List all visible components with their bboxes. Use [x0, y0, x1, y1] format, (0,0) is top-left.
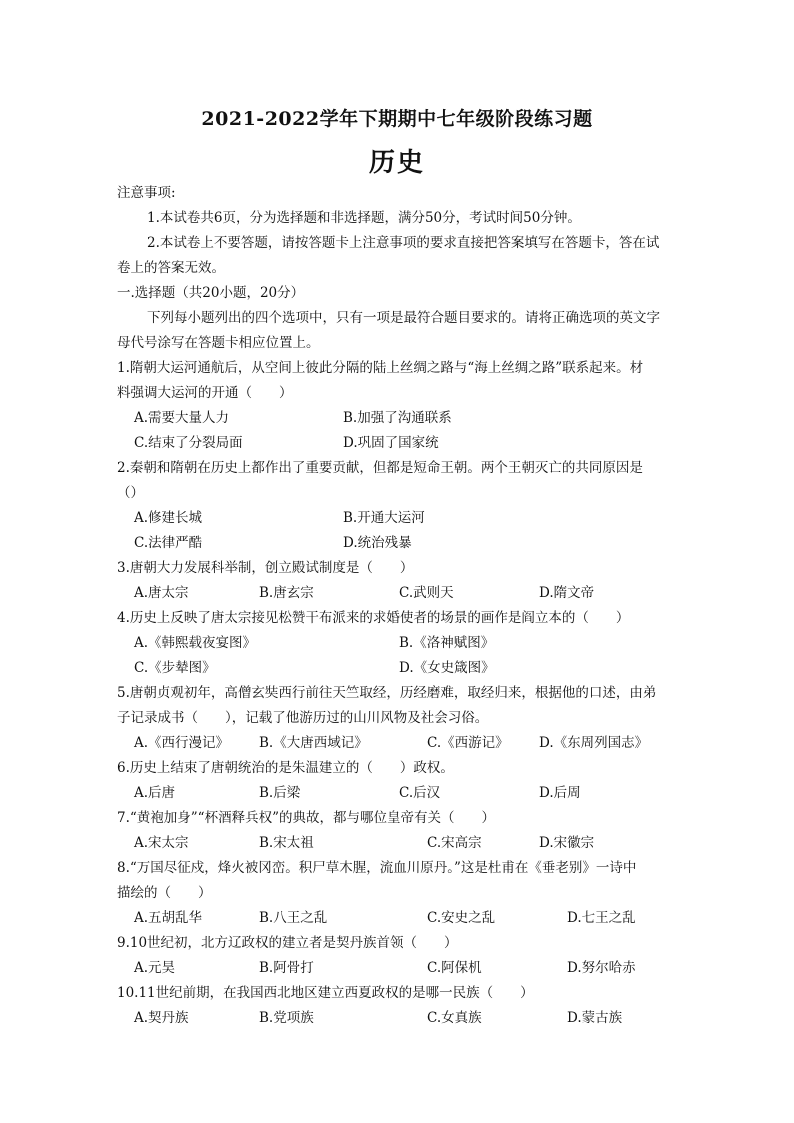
exam-title: 2021-2022学年下期期中七年级阶段练习题	[201, 108, 593, 130]
question-5-option-b: B.《大唐西域记》	[259, 735, 368, 751]
question-4-option-d: D.《女史箴图》	[399, 660, 495, 676]
question-5-line-1: 5.唐朝贞观初年，高僧玄奘西行前往天竺取经，历经磨难，取经归来，根据他的口述，由弟	[117, 685, 657, 701]
question-10-option-a: A.契丹族	[134, 1010, 189, 1026]
question-5-line-2: 子记录成书（ ），记载了他游历过的山川风物及社会习俗。	[117, 710, 489, 726]
question-2-option-b: B.开通大运河	[343, 510, 425, 526]
question-10-option-c: C.女真族	[427, 1010, 482, 1026]
question-1-option-c: C.结束了分裂局面	[134, 435, 243, 451]
question-2-option-a: A.修建长城	[134, 510, 203, 526]
question-8-option-b: B.八王之乱	[259, 910, 328, 926]
question-3-option-a: A.唐太宗	[134, 585, 189, 601]
question-5-option-c: C.《西游记》	[427, 735, 509, 751]
question-2-option-c: C.法律严酷	[134, 535, 203, 551]
question-5-option-d: D.《东周列国志》	[539, 735, 649, 751]
notes-item-1: 1.本试卷共6页，分为选择题和非选择题，满分50分，考试时间50分钟。	[147, 210, 581, 226]
question-7-option-a: A.宋太宗	[134, 835, 189, 851]
question-9-line-1: 9.10世纪初，北方辽政权的建立者是契丹族首领（ ）	[117, 935, 458, 951]
section-instruction-line-1: 下列每小题列出的四个选项中，只有一项是最符合题目要求的。请将正确选项的英文字	[147, 310, 660, 326]
question-4-option-a: A.《韩熙载夜宴图》	[134, 635, 257, 651]
question-8-option-c: C.安史之乱	[427, 910, 496, 926]
question-4-line-1: 4.历史上反映了唐太宗接见松赞干布派来的求婚使者的场景的画作是阎立本的（ ）	[117, 610, 630, 626]
question-8-line-2: 描绘的（ ）	[117, 885, 212, 901]
question-3-option-d: D.隋文帝	[539, 585, 595, 601]
question-10-option-d: D.蒙古族	[567, 1010, 623, 1026]
notes-item-2-line-1: 2.本试卷上不要答题，请按答题卡上注意事项的要求直接把答案填写在答题卡，答在试	[147, 235, 660, 251]
question-6-option-b: B.后梁	[259, 785, 301, 801]
question-4-option-b: B.《洛神赋图》	[399, 635, 495, 651]
question-7-option-b: B.宋太祖	[259, 835, 314, 851]
question-3-line-1: 3.唐朝大力发展科举制，创立殿试制度是（ ）	[117, 560, 414, 576]
subject-title: 历史	[368, 148, 425, 178]
question-1-option-a: A.需要大量人力	[134, 410, 230, 426]
question-1-line-1: 1.隋朝大运河通航后，从空间上彼此分隔的陆上丝绸之路与“海上丝绸之路”联系起来。材	[117, 360, 644, 376]
notes-heading: 注意事项:	[117, 185, 176, 201]
question-9-option-d: D.努尔哈赤	[567, 960, 636, 976]
question-7-option-d: D.宋徽宗	[539, 835, 595, 851]
question-10-line-1: 10.11世纪前期，在我国西北地区建立西夏政权的是哪一民族（ ）	[117, 985, 534, 1001]
question-8-option-a: A.五胡乱华	[134, 910, 203, 926]
question-1-option-d: D.巩固了国家统	[343, 435, 439, 451]
question-7-line-1: 7.“黄袍加身”“杯酒释兵权”的典故，都与哪位皇帝有关（ ）	[117, 810, 495, 826]
question-5-option-a: A.《西行漫记》	[134, 735, 230, 751]
question-1-option-b: B.加强了沟通联系	[343, 410, 452, 426]
question-2-line-1: 2.秦朝和隋朝在历史上都作出了重要贡献，但都是短命王朝。两个王朝灭亡的共同原因是	[117, 460, 643, 476]
question-3-option-b: B.唐玄宗	[259, 585, 314, 601]
question-7-option-c: C.宋高宗	[427, 835, 482, 851]
question-6-option-a: A.后唐	[134, 785, 176, 801]
question-6-line-1: 6.历史上结束了唐朝统治的是朱温建立的（ ）政权。	[117, 760, 454, 776]
question-9-option-b: B.阿骨打	[259, 960, 314, 976]
question-10-option-b: B.党项族	[259, 1010, 314, 1026]
question-8-option-d: D.七王之乱	[567, 910, 636, 926]
section-heading: 一.选择题（共20小题，20分）	[117, 285, 305, 301]
question-9-option-a: A.元昊	[134, 960, 176, 976]
question-6-option-c: C.后汉	[399, 785, 441, 801]
question-2-option-d: D.统治残暴	[343, 535, 412, 551]
question-2-line-2: （）	[117, 485, 144, 501]
notes-item-2-line-2: 卷上的答案无效。	[117, 260, 225, 276]
question-1-line-2: 料强调大运河的开通（ ）	[117, 385, 293, 401]
question-3-option-c: C.武则天	[399, 585, 454, 601]
question-9-option-c: C.阿保机	[427, 960, 482, 976]
question-6-option-d: D.后周	[539, 785, 581, 801]
question-4-option-c: C.《步辇图》	[134, 660, 216, 676]
question-8-line-1: 8.“万国尽征戍，烽火被冈峦。积尸草木腥，流血川原丹。”这是杜甫在《垂老别》一诗中	[117, 860, 637, 876]
section-instruction-line-2: 母代号涂写在答题卡相应位置上。	[117, 335, 320, 351]
